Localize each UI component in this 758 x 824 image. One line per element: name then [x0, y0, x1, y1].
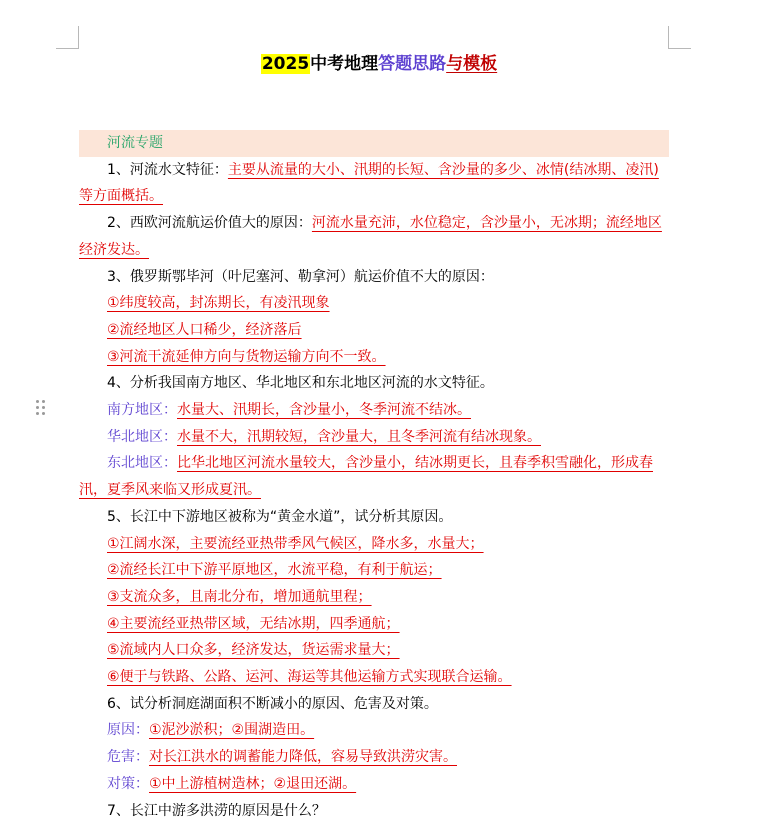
title-year: 2025 [261, 54, 310, 74]
region-label-north-china: 华北地区： [107, 428, 177, 445]
document-title [0, 52, 758, 76]
answer-5-point-5: ⑤流域内人口众多，经济发达，货运需求量大； [107, 642, 400, 659]
question-7: 7、长江中游多洪涝的原因是什么？ [107, 802, 326, 819]
question-5: 5、长江中下游地区被称为“黄金水道”，试分析其原因。 [107, 508, 453, 525]
title-subject: 地理 [344, 54, 379, 74]
question-2: 2、西欧河流航运价值大的原因： [107, 215, 312, 232]
region-label-northeast: 东北地区： [107, 455, 177, 472]
page-corner-mark-top-right [668, 26, 691, 49]
answer-3-point-1: ①纬度较高，封冻期长，有凌汛现象 [107, 295, 330, 312]
section-heading: 河流专题 [79, 130, 669, 157]
answer-5-point-6: ⑥便于与铁路、公路、运河、海运等其他运输方式实现联合运输。 [107, 669, 512, 686]
answer-6-harm: 危害：对长江洪水的调蓄能力降低，容易导致洪涝灾害。 [107, 749, 457, 766]
answer-5-point-1: ①江阔水深，主要流经亚热带季风气候区，降水多，水量大； [107, 535, 484, 552]
answer-4-south: 南方地区：水量大、汛期长，含沙量小，冬季河流不结冰。 [107, 402, 471, 419]
answer-4-northeast: 东北地区：比华北地区河流水量较大，含沙量小，结冰期更长，且春季积雪融化，形成春汛，夏季风来临又形成夏汛。 [79, 455, 653, 499]
question-1: 1、河流水文特征： [107, 161, 228, 178]
page-corner-mark-top-left [56, 26, 79, 49]
title-template: 与模板 [446, 54, 498, 74]
title-answer-approach: 答题思路 [378, 54, 447, 74]
answer-5-point-3: ③支流众多，且南北分布，增加通航里程； [107, 588, 372, 605]
answer-3-point-2: ②流经地区人口稀少，经济落后 [107, 321, 302, 338]
answer-3-point-3: ③河流干流延伸方向与货物运输方向不一致。 [107, 348, 386, 365]
drag-handle-icon[interactable] [36, 400, 46, 416]
answer-1: 主要从流量的大小、汛期的长短、含沙量的多少、冰情(结冰期、凌汛)等方面概括。 [79, 161, 659, 205]
answer-5-point-4: ④主要流经亚热带区域，无结冰期，四季通航； [107, 615, 400, 632]
label-cause: 原因： [107, 722, 149, 739]
region-label-south: 南方地区： [107, 402, 177, 419]
item-1 [79, 157, 669, 210]
question-3: 3、俄罗斯鄂毕河（叶尼塞河、勒拿河）航运价值不大的原因： [107, 268, 494, 285]
label-harm: 危害： [107, 749, 149, 766]
label-measure: 对策： [107, 775, 149, 792]
answer-6-measure: 对策：①中上游植树造林；②退田还湖。 [107, 775, 357, 792]
answer-5-point-2: ②流经长江中下游平原地区，水流平稳，有利于航运； [107, 562, 442, 579]
answer-4-north-china: 华北地区：水量不大，汛期较短，含沙量大，且冬季河流有结冰现象。 [107, 428, 541, 445]
document-body [79, 130, 669, 824]
question-6: 6、试分析洞庭湖面积不断减小的原因、危害及对策。 [107, 695, 438, 712]
item-2 [79, 210, 669, 263]
answer-6-cause: 原因：①泥沙淤积；②围湖造田。 [107, 722, 315, 739]
answer-2: 河流水量充沛，水位稳定，含沙量小，无冰期；流经地区经济发达。 [79, 215, 662, 258]
question-4: 4、分析我国南方地区、华北地区和东北地区河流的水文特征。 [107, 375, 494, 392]
title-exam: 中考 [310, 54, 345, 74]
